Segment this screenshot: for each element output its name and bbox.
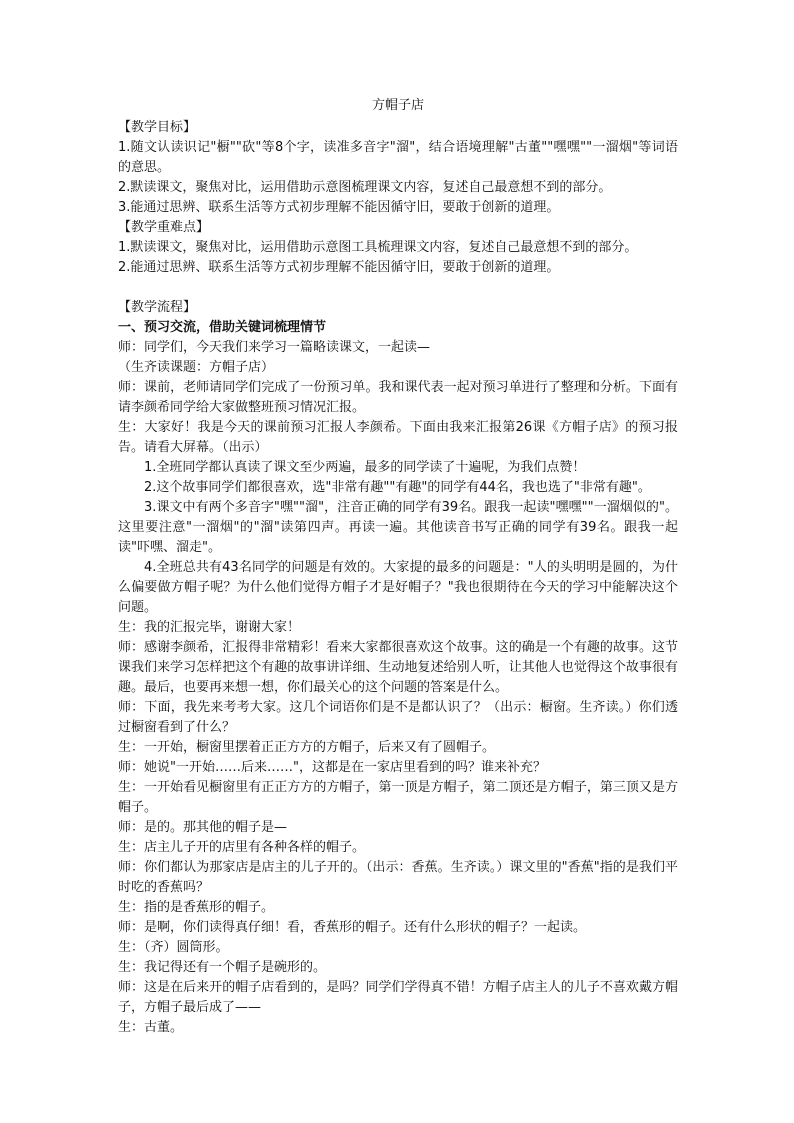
dialogue-line: 师：下面，我先来考考大家。这几个词语你们是不是都认识了？（出示：橱窗。生齐读。）你们透过橱窗看到了什么？ — [118, 700, 678, 735]
heading-objectives: 【教学目标】 — [118, 120, 197, 135]
heading-process: 【教学流程】 — [118, 300, 197, 315]
dialogue-line: 生：一开始看见橱窗里有正正方方的方帽子，第一顶是方帽子，第二顶还是方帽子，第三顶又是方帽子。 — [118, 780, 678, 815]
dialogue-line: 生：指的是香蕉形的帽子。 — [118, 900, 275, 915]
dialogue-line: 生：大家好！我是今天的课前预习汇报人李颜希。下面由我来汇报第26课《方帽子店》的预习报告。请看大屏幕。（出示） — [118, 420, 678, 455]
key-point-2: 2.能通过思辨、联系生活等方式初步理解不能因循守旧，要敢于创新的道理。 — [118, 260, 560, 275]
dialogue-line: 师：是啊，你们读得真仔细！看，香蕉形的帽子。还有什么形状的帽子？一起读。 — [118, 920, 587, 935]
dialogue-line: （生齐读课题：方帽子店） — [118, 360, 275, 375]
dialogue-line: 生：我记得还有一个帽子是碗形的。 — [118, 960, 327, 975]
dialogue-line: 生：我的汇报完毕，谢谢大家！ — [118, 620, 301, 635]
document-title: 方帽子店 — [371, 98, 424, 113]
report-item-1: 1.全班同学都认真读了课文至少两遍，最多的同学读了十遍呢，为我们点赞！ — [144, 460, 586, 475]
blank-line — [118, 278, 678, 298]
dialogue-line: 师：感谢李颜希，汇报得非常精彩！看来大家都很喜欢这个故事。这的确是一个有趣的故事。这节课我们来学习怎样把这个有趣的故事讲详细、生动地复述给别人听，让其他人也觉得这个故事很有趣。最后，也要再来想一想，你们最关心的这个问题的答案是什么。 — [118, 640, 678, 695]
report-item-3: 3.课文中有两个多音字"嘿""溜"，注音正确的同学有39名。跟我一起读"嘿嘿""一溜烟似的"。这里要注意"一溜烟"的"溜"读第四声。再读一遍。其他读音书写正确的同学有39名。跟我一起读"吓嘿、溜走"。 — [118, 500, 678, 555]
dialogue-line: 生：（齐）圆筒形。 — [118, 940, 229, 955]
dialogue-line: 师：这是在后来开的帽子店看到的，是吗？同学们学得真不错！方帽子店主人的儿子不喜欢戴方帽子，方帽子最后成了—— — [118, 980, 678, 1015]
dialogue-line: 生：店主儿子开的店里有各种各样的帽子。 — [118, 840, 366, 855]
dialogue-line: 师：是的。那其他的帽子是— — [118, 820, 288, 835]
key-point-1: 1.默读课文，聚焦对比，运用借助示意图工具梳理课文内容，复述自己最意想不到的部分。 — [118, 240, 638, 255]
dialogue-line: 师：你们都认为那家店是店主的儿子开的。（出示：香蕉。生齐读。）课文里的"香蕉"指的是我们平时吃的香蕉吗？ — [118, 860, 678, 895]
objective-3: 3.能通过思辨、联系生活等方式初步理解不能因循守旧，要敢于创新的道理。 — [118, 200, 560, 215]
dialogue-line: 生：一开始，橱窗里摆着正正方方的方帽子，后来又有了圆帽子。 — [118, 740, 496, 755]
heading-key-points: 【教学重难点】 — [118, 220, 210, 235]
dialogue-line: 生：古董。 — [118, 1020, 184, 1035]
report-item-2: 2.这个故事同学们都很喜欢，选"非常有趣""有趣"的同学有44名，我也选了"非常有趣"。 — [144, 480, 651, 495]
objective-2: 2.默读课文，聚焦对比，运用借助示意图梳理课文内容，复述自己最意想不到的部分。 — [118, 180, 612, 195]
report-item-4: 4.全班总共有43名同学的问题是有效的。大家提的最多的问题是："人的头明明是圆的，为什么偏要做方帽子呢？为什么他们觉得方帽子才是好帽子？"我也很期待在今天的学习中能解决这个问题。 — [118, 560, 678, 615]
section-heading-1: 一、预习交流，借助关键词梳理情节 — [118, 320, 327, 335]
document-page — [118, 96, 678, 1038]
dialogue-line: 师：她说"一开始……后来……"，这都是在一家店里看到的吗？谁来补充？ — [118, 760, 546, 775]
dialogue-line: 师：课前，老师请同学们完成了一份预习单。我和课代表一起对预习单进行了整理和分析。下面有请李颜希同学给大家做整班预习情况汇报。 — [118, 380, 678, 415]
objective-1: 1.随文认读识记"橱""砍"等8个字，读准多音字"溜"，结合语境理解"古董""嘿嘿""一溜烟"等词语的意思。 — [118, 140, 678, 175]
dialogue-line: 师：同学们，今天我们来学习一篇略读课文，一起读— — [118, 340, 431, 355]
